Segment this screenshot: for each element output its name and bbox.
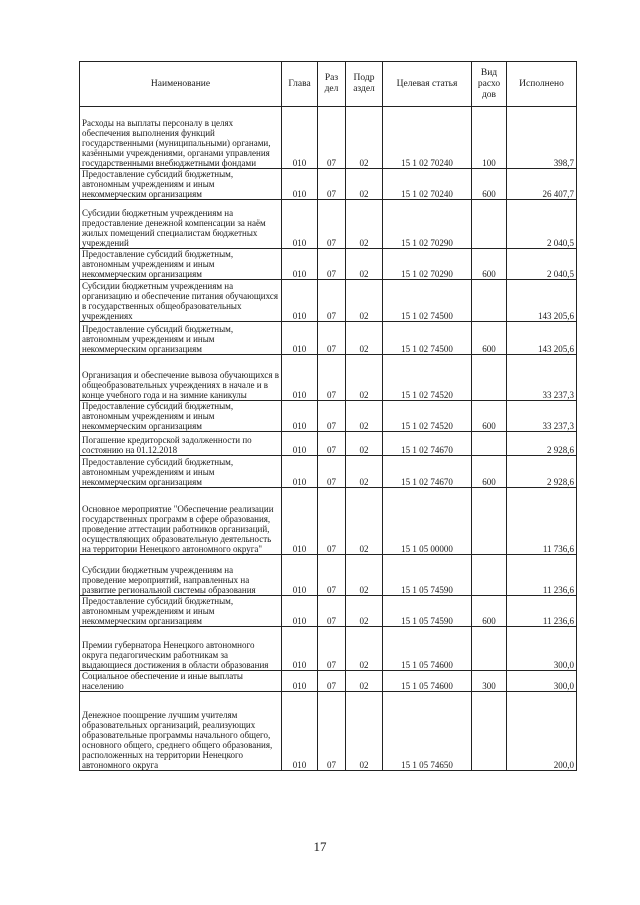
row-razdel: 07 [318,555,346,596]
row-vid [472,488,507,555]
row-vid [472,432,507,456]
row-amount: 143 205,6 [507,280,577,322]
row-statya: 15 1 05 74590 [383,555,472,596]
row-vid [472,200,507,249]
row-glava: 010 [282,555,318,596]
row-razdel: 07 [318,200,346,249]
row-name: Субсидии бюджетным учреждениям на организацию и обеспечение питания обучающихся в государственных общеобразовательных учреждениях [80,280,282,322]
row-glava: 010 [282,169,318,200]
table-row [80,322,577,355]
table-row [80,488,577,555]
row-vid [472,627,507,671]
row-statya: 15 1 02 74500 [383,280,472,322]
table-row [80,355,577,401]
table-row [80,280,577,322]
row-name: Предоставление субсидий бюджетным, автономным учреждениям и иным некоммерческим организациям [80,169,282,200]
table-row [80,200,577,249]
row-name: Предоставление субсидий бюджетным, автономным учреждениям и иным некоммерческим организациям [80,456,282,488]
row-podrazdel: 02 [346,200,383,249]
row-vid [472,355,507,401]
row-statya: 15 1 02 70290 [383,249,472,280]
row-razdel: 07 [318,249,346,280]
row-podrazdel: 02 [346,488,383,555]
row-amount: 2 928,6 [507,432,577,456]
row-glava: 010 [282,432,318,456]
table-row [80,555,577,596]
row-vid: 600 [472,596,507,627]
row-amount: 300,0 [507,627,577,671]
row-glava: 010 [282,355,318,401]
row-razdel: 07 [318,456,346,488]
row-podrazdel: 02 [346,322,383,355]
row-razdel: 07 [318,355,346,401]
row-name: Денежное поощрение лучшим учителям образовательных организаций, реализующих образовательные программы начального общего, основного общего, среднего общего образования, расположенных на территории Ненецкого автономного округа [80,692,282,771]
header-name: Наименование [80,62,282,107]
row-statya: 15 1 02 74670 [383,456,472,488]
row-amount: 26 407,7 [507,169,577,200]
row-podrazdel: 02 [346,596,383,627]
row-glava: 010 [282,456,318,488]
row-razdel: 07 [318,169,346,200]
row-razdel: 07 [318,280,346,322]
row-podrazdel: 02 [346,280,383,322]
row-amount: 2 040,5 [507,200,577,249]
row-vid [472,692,507,771]
row-amount: 200,0 [507,692,577,771]
header-razdel: Раз дел [318,62,346,107]
row-razdel: 07 [318,671,346,692]
row-podrazdel: 02 [346,355,383,401]
row-amount: 2 928,6 [507,456,577,488]
row-name: Расходы на выплаты персоналу в целях обеспечения выполнения функций государственными (муниципальными) органами, казёнными учреждениями, органами управления государственными внебюджетными фондами [80,107,282,169]
row-glava: 010 [282,280,318,322]
row-glava: 010 [282,488,318,555]
row-amount: 300,0 [507,671,577,692]
row-name: Предоставление субсидий бюджетным, автономным учреждениям и иным некоммерческим организациям [80,401,282,432]
table-row [80,401,577,432]
row-statya: 15 1 05 74590 [383,596,472,627]
row-name: Предоставление субсидий бюджетным, автономным учреждениям и иным некоммерческим организациям [80,249,282,280]
row-glava: 010 [282,401,318,432]
table-row [80,692,577,771]
row-razdel: 07 [318,596,346,627]
row-podrazdel: 02 [346,671,383,692]
row-name: Основное мероприятие "Обеспечение реализации государственных программ в сфере образования, проведение аттестации работников организаций, осуществляющих образовательную деятельность на территории Ненецкого автономного округа" [80,488,282,555]
row-razdel: 07 [318,401,346,432]
row-statya: 15 1 05 74600 [383,627,472,671]
row-statya: 15 1 02 74520 [383,401,472,432]
header-vid: Вид расхо дов [472,62,507,107]
row-name: Премии губернатора Ненецкого автономного округа педагогическим работникам за выдающиеся достижения в области образования [80,627,282,671]
row-podrazdel: 02 [346,456,383,488]
row-name: Социальное обеспечение и иные выплаты населению [80,671,282,692]
row-name: Субсидии бюджетным учреждениям на проведение мероприятий, направленных на развитие региональной системы образования [80,555,282,596]
table-row [80,456,577,488]
row-podrazdel: 02 [346,169,383,200]
row-vid: 300 [472,671,507,692]
row-podrazdel: 02 [346,432,383,456]
row-vid [472,555,507,596]
row-amount: 11 236,6 [507,555,577,596]
row-amount: 11 736,6 [507,488,577,555]
row-glava: 010 [282,249,318,280]
row-name: Субсидии бюджетным учреждениям на предоставление денежной компенсации за наём жилых помещений специалистам бюджетных учреждений [80,200,282,249]
row-amount: 11 236,6 [507,596,577,627]
row-statya: 15 1 05 00000 [383,488,472,555]
table-row [80,107,577,169]
header-amount: Исполнено [507,62,577,107]
row-name: Предоставление субсидий бюджетным, автономным учреждениям и иным некоммерческим организациям [80,322,282,355]
row-glava: 010 [282,596,318,627]
row-statya: 15 1 02 74500 [383,322,472,355]
row-razdel: 07 [318,488,346,555]
row-razdel: 07 [318,692,346,771]
row-vid: 600 [472,401,507,432]
row-vid: 600 [472,322,507,355]
row-vid: 100 [472,107,507,169]
row-razdel: 07 [318,627,346,671]
row-glava: 010 [282,200,318,249]
row-glava: 010 [282,627,318,671]
header-statya: Целевая статья [383,62,472,107]
row-podrazdel: 02 [346,401,383,432]
row-vid [472,280,507,322]
header-podrazdel: Подр аздел [346,62,383,107]
row-amount: 398,7 [507,107,577,169]
row-vid: 600 [472,249,507,280]
budget-table [79,61,577,771]
row-glava: 010 [282,322,318,355]
table-row [80,671,577,692]
table-row [80,596,577,627]
row-podrazdel: 02 [346,107,383,169]
row-glava: 010 [282,692,318,771]
row-glava: 010 [282,671,318,692]
table-row [80,432,577,456]
row-statya: 15 1 05 74600 [383,671,472,692]
row-razdel: 07 [318,107,346,169]
row-statya: 15 1 02 74520 [383,355,472,401]
row-vid: 600 [472,169,507,200]
table-row [80,249,577,280]
row-statya: 15 1 02 70240 [383,169,472,200]
row-amount: 33 237,3 [507,355,577,401]
row-podrazdel: 02 [346,555,383,596]
row-statya: 15 1 02 70240 [383,107,472,169]
row-name: Организация и обеспечение вывоза обучающихся в общеобразовательных учреждениях в начале и в конце учебного года и на зимние каникулы [80,355,282,401]
row-podrazdel: 02 [346,249,383,280]
row-podrazdel: 02 [346,692,383,771]
row-amount: 33 237,3 [507,401,577,432]
row-statya: 15 1 02 70290 [383,200,472,249]
row-amount: 2 040,5 [507,249,577,280]
header-glava: Глава [282,62,318,107]
table-header-row [80,62,577,107]
row-statya: 15 1 05 74650 [383,692,472,771]
row-vid: 600 [472,456,507,488]
row-name: Предоставление субсидий бюджетным, автономным учреждениям и иным некоммерческим организациям [80,596,282,627]
page-number: 17 [313,839,327,854]
row-name: Погашение кредиторской задолженности по состоянию на 01.12.2018 [80,432,282,456]
row-razdel: 07 [318,432,346,456]
row-statya: 15 1 02 74670 [383,432,472,456]
row-podrazdel: 02 [346,627,383,671]
table-row [80,169,577,200]
table-row [80,627,577,671]
row-razdel: 07 [318,322,346,355]
row-glava: 010 [282,107,318,169]
row-amount: 143 205,6 [507,322,577,355]
